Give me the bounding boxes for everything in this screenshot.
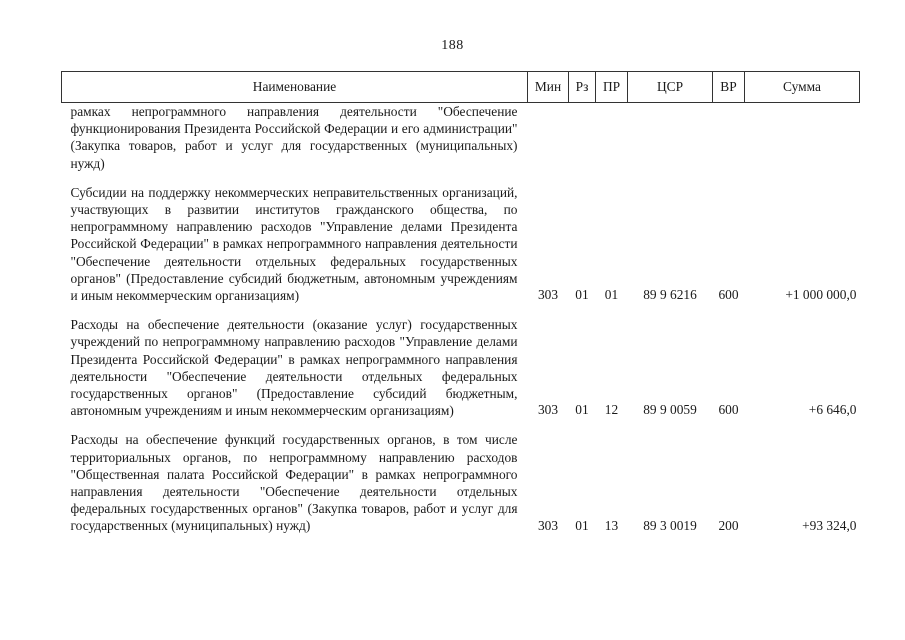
row-min: 303	[537, 402, 559, 418]
table-header-row	[62, 72, 860, 103]
table-row	[62, 103, 860, 172]
row-csr: 89 9 0059	[643, 402, 697, 418]
row-name: Расходы на обеспечение деятельности (оказание услуг) государственных учреждений по непрограммному направлению расходов "Управление делами Президента Российской Федерации" в рамках непрограммного направления деятельности "Обеспечение деятельности отдельных федеральных государственных органов" (Предоставление субсидий бюджетным, автономным учреждениям и иным некоммерческим организациям)	[70, 317, 518, 419]
page-number: 188	[441, 38, 464, 53]
budget-table	[61, 71, 860, 535]
row-sum	[745, 103, 860, 172]
table-row	[62, 431, 860, 534]
row-vr	[713, 103, 745, 172]
row-min: 303	[537, 517, 559, 533]
row-rz: 01	[575, 402, 589, 418]
row-rz: 01	[575, 287, 589, 303]
header-sum: Сумма	[745, 72, 860, 103]
row-pr	[596, 103, 628, 172]
row-spacer	[62, 304, 860, 316]
header-min: Мин	[528, 72, 569, 103]
row-name: рамках непрограммного направления деятельности "Обеспечение функционирования Президента Российской Федерации и его администрации" (Закупка товаров, работ и услуг для государственных (муниципальных) нужд)	[70, 104, 518, 171]
row-rz: 01	[575, 517, 589, 533]
row-vr: 600	[718, 402, 739, 418]
row-vr: 200	[718, 517, 739, 533]
header-name: Наименование	[62, 72, 528, 103]
row-csr	[628, 103, 713, 172]
row-min	[528, 103, 569, 172]
table-row	[62, 184, 860, 304]
row-sum: +6 646,0	[808, 402, 857, 418]
row-pr: 12	[604, 402, 619, 418]
header-vr: ВР	[713, 72, 745, 103]
row-sum: +1 000 000,0	[785, 287, 857, 303]
table-row	[62, 316, 860, 419]
row-sum: +93 324,0	[802, 517, 857, 533]
row-spacer	[62, 172, 860, 184]
header-csr: ЦСР	[628, 72, 713, 103]
row-name: Субсидии на поддержку некоммерческих неправительственных организаций, участвующих в развитии институтов гражданского общества, по непрограммному направлению расходов "Управление делами Президента Российской Федерации" в рамках непрограммного направления деятельности "Обеспечение деятельности отдельных федеральных государственных органов" (Предоставление субсидий бюджетным, автономным учреждениям и иным некоммерческим организациям)	[70, 184, 518, 304]
row-csr: 89 3 0019	[643, 517, 697, 533]
row-min: 303	[537, 287, 559, 303]
row-spacer	[62, 419, 860, 431]
header-rz: Рз	[569, 72, 596, 103]
row-vr: 600	[718, 287, 739, 303]
row-csr: 89 9 6216	[643, 287, 697, 303]
row-rz	[569, 103, 596, 172]
row-pr: 01	[604, 287, 619, 303]
row-pr: 13	[604, 517, 619, 533]
row-name: Расходы на обеспечение функций государственных органов, в том числе территориальных органов, по непрограммному направлению расходов "Общественная палата Российской Федерации" в рамках непрограммного направления деятельности "Обеспечение деятельности отдельных федеральных государственных органов" (Закупка товаров, работ и услуг для государственных (муниципальных) нужд)	[70, 432, 518, 534]
header-pr: ПР	[596, 72, 628, 103]
